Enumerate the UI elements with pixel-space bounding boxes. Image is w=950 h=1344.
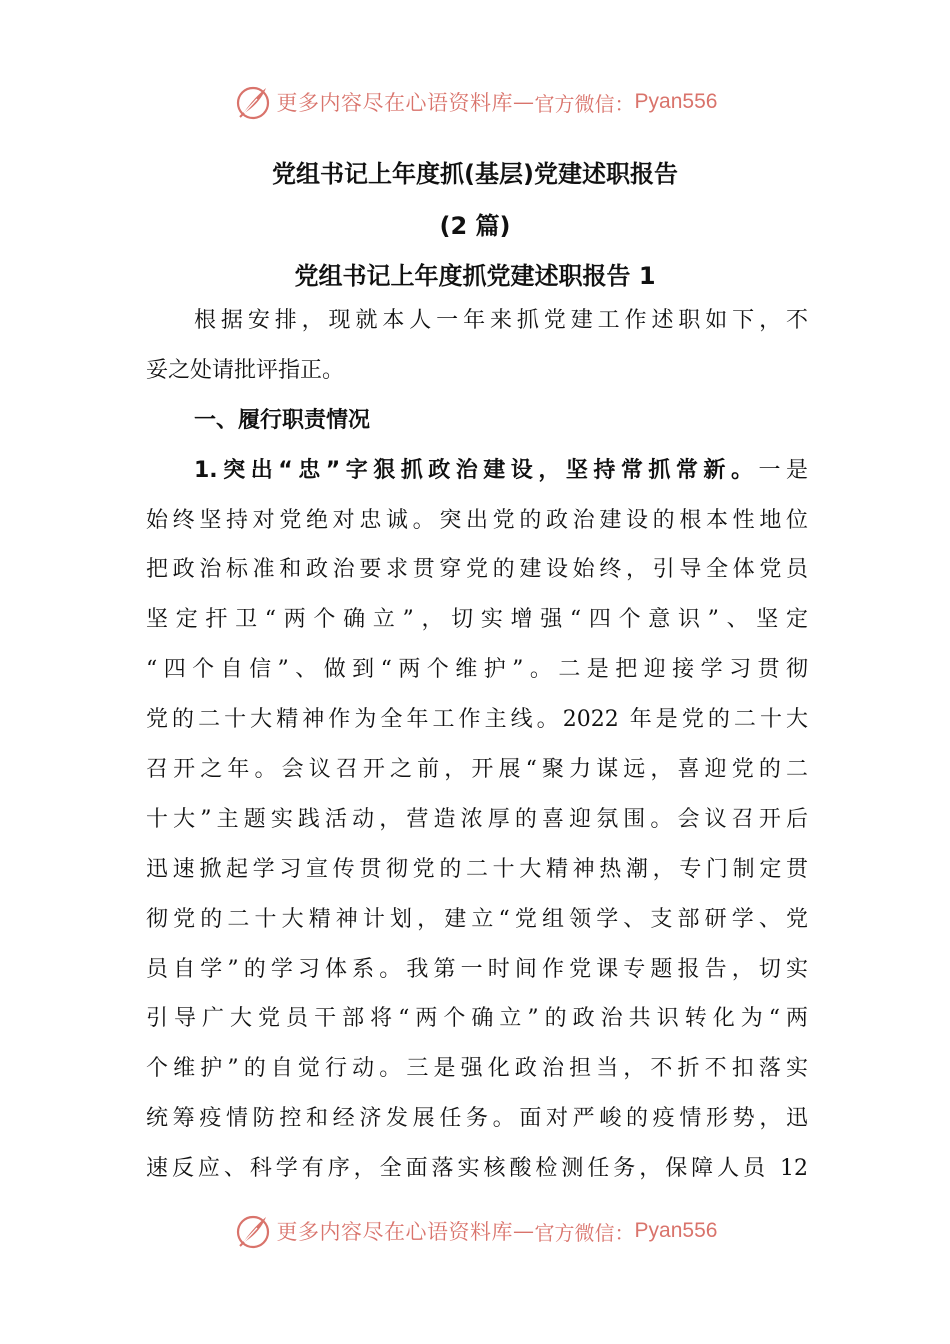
body-line: 始终坚持对党绝对忠诚。突出党的政治建设的根本性地位 [146,507,808,533]
body-line: 根据安排，现就本人一年来抓党建工作述职如下，不 [194,308,808,333]
body-line: “四个自信”、做到“两个维护”。二是把迎接学习贯彻 [146,657,808,683]
body-line: 妥之处请批评指正。 [146,357,345,383]
body-fragment: 一是 [758,457,808,483]
document-title: 党组书记上年度抓(基层)党建述职报告 [272,160,678,188]
quill-logo-icon [233,82,273,122]
body-line: 迅速掀起学习宣传贯彻党的二十大精神热潮，专门制定贯 [146,856,808,882]
banner-dash: — [513,1219,535,1243]
banner-slogan: 更多内容尽在心语资料库 [276,1220,514,1244]
body-line: 彻党的二十大精神计划，建立“党组领学、支部研学、党 [146,906,808,932]
body-line: 个维护”的自觉行动。三是强化政治担当，不折不扣落实 [146,1056,808,1082]
body-line: 把政治标准和政治要求贯穿党的建设始终，引导全体党员 [146,557,808,583]
body-line: 召开之年。会议召开之前，开展“聚力谋远，喜迎党的二 [146,757,808,783]
body-line: 十大”主题实践活动，营造浓厚的喜迎氛围。会议召开后 [146,806,808,832]
footer-watermark-banner [0,1209,950,1253]
document-count: (2 篇) [439,212,511,240]
quill-logo-icon [233,1211,273,1251]
header-watermark-banner [0,80,950,124]
body-line [146,446,808,496]
body-line: 速反应、科学有序，全面落实核酸检测任务，保障人员 12 [146,1156,808,1182]
body-line: 党的二十大精神作为全年工作主线。2022 年是党的二十大 [146,707,808,733]
body-line: 坚定扞卫“两个确立”，切实增强“四个意识”、坚定 [146,607,808,633]
banner-wechat-label: 官方微信： [534,1220,635,1245]
banner-slogan: 更多内容尽在心语资料库 [276,91,514,115]
subsection-heading: 1.突出“忠”字狠抓政治建设，坚持常抓常新。 [194,457,759,483]
body-line: 员自学”的学习体系。我第一时间作党课专题报告，切实 [146,956,808,982]
banner-dash: — [513,90,535,114]
body-line: 统筹疫情防控和经济发展任务。面对严峻的疫情形势，迅 [146,1106,808,1132]
section-heading: 一、履行职责情况 [194,407,371,433]
document-body [146,296,808,1194]
banner-wechat-id: Pyan556 [634,1219,718,1242]
banner-wechat-label: 官方微信： [534,91,635,116]
section-subtitle: 党组书记上年度抓党建述职报告 1 [294,262,656,290]
banner-wechat-id: Pyan556 [634,90,718,113]
body-line: 引导广大党员干部将“两个确立”的政治共识转化为“两 [146,1006,808,1032]
